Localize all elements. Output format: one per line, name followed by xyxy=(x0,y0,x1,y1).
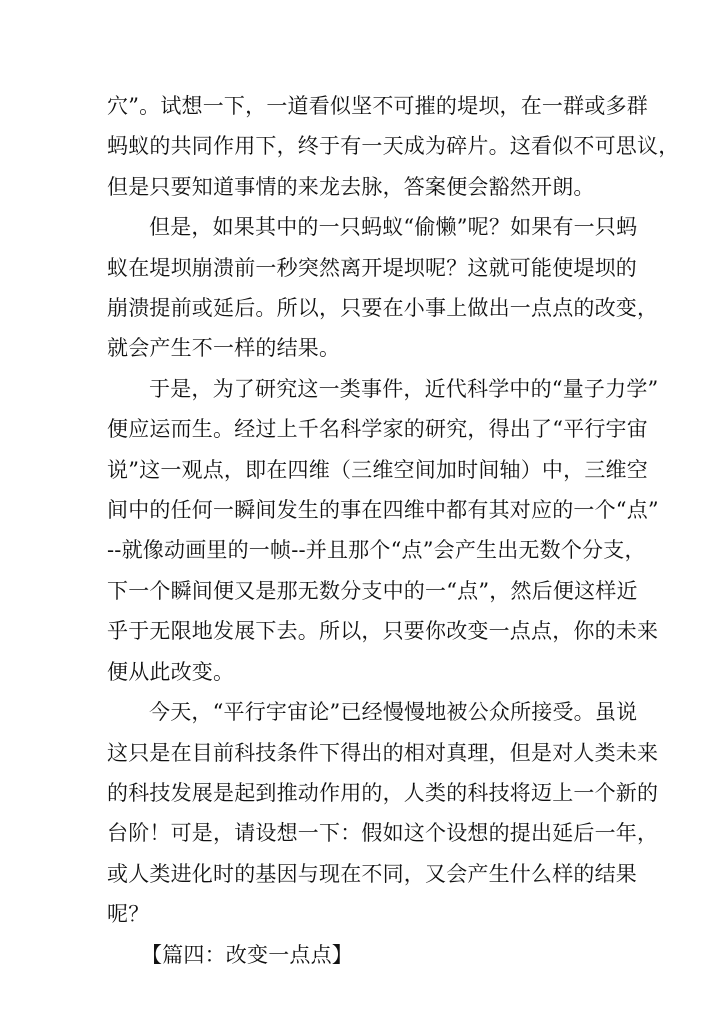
paragraph-line: 蚁在堤坝崩溃前一秒突然离开堤坝呢？这就可能使堤坝的 xyxy=(107,255,637,280)
paragraph-line: 的科技发展是起到推动作用的，人类的科技将迈上一个新的 xyxy=(107,780,659,805)
paragraph-1 xyxy=(107,86,680,207)
paragraph-2 xyxy=(107,207,659,369)
document-body xyxy=(107,86,680,975)
paragraph-line: 这只是在目前科技条件下得出的相对真理，但是对人类未来 xyxy=(107,740,659,765)
paragraph-3 xyxy=(107,369,659,692)
paragraph-line: 说”这一观点，即在四维（三维空间加时间轴）中，三维空 xyxy=(107,457,648,482)
paragraph-line: 穴”。试想一下，一道看似坚不可摧的堤坝，在一群或多群 xyxy=(107,94,648,118)
section-heading: 【篇四：改变一点点】 xyxy=(141,942,353,967)
paragraph-line: 或人类进化时的基因与现在不同，又会产生什么样的结果 xyxy=(107,861,637,886)
paragraph-line: 台阶！可是，请设想一下：假如这个设想的提出延后一年， xyxy=(107,821,659,846)
paragraph-line: 蚂蚁的共同作用下，终于有一天成为碎片。这看似不可思议， xyxy=(107,134,680,159)
paragraph-line: 崩溃提前或延后。所以，只要在小事上做出一点点的改变， xyxy=(107,296,659,321)
paragraph-line: 于是，为了研究这一类事件，近代科学中的“量子力学” xyxy=(149,376,659,401)
paragraph-4 xyxy=(107,692,659,934)
paragraph-line: 但是只要知道事情的来龙去脉，答案便会豁然开朗。 xyxy=(107,174,595,199)
paragraph-line: 但是，如果其中的一只蚂蚁“偷懒”呢？如果有一只蚂 xyxy=(149,215,638,240)
paragraph-line: 呢？ xyxy=(107,902,150,927)
paragraph-line: 间中的任何一瞬间发生的事在四维中都有其对应的一个“点” xyxy=(107,498,659,523)
paragraph-line: --就像动画里的一帧--并且那个“点”会产生出无数个分支， xyxy=(107,538,646,563)
paragraph-line: 乎于无限地发展下去。所以，只要你改变一点点，你的未来 xyxy=(107,619,659,644)
paragraph-line: 便从此改变。 xyxy=(107,659,235,684)
paragraph-line: 下一个瞬间便又是那无数分支中的一“点”，然后便这样近 xyxy=(107,578,638,603)
paragraph-line: 今天，“平行宇宙论”已经慢慢地被公众所接受。虽说 xyxy=(149,700,638,725)
paragraph-line: 便应运而生。经过上千名科学家的研究，得出了“平行宇宙 xyxy=(107,417,648,442)
paragraph-line: 就会产生不一样的结果。 xyxy=(107,336,341,361)
